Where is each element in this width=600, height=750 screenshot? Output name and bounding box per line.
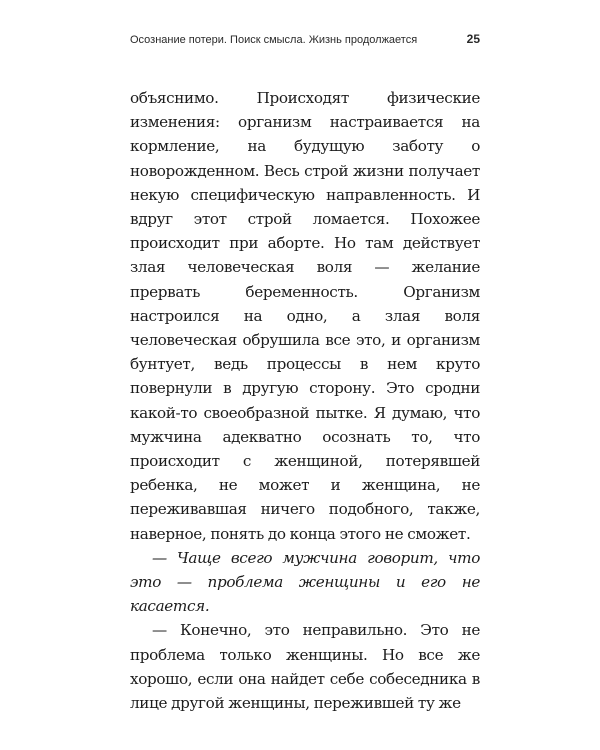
page-number: 25	[466, 32, 480, 46]
body-text	[130, 86, 480, 715]
answer-paragraph: — Конечно, это неправильно. Это не проблема только женщины. Но все же хорошо, если она найдет себе собеседника в лице другой женщины, пережившей ту же	[130, 621, 480, 713]
paragraph: объяснимо. Происходят физические изменения: организм настраивается на кормление, на будущую заботу о новорожденном. Весь строй жизни получает некую специфическую направленность. И вдруг этот строй ломается. Похожее происходит при аборте. Но там действует злая человеческая воля — желание прервать беременность. Организм настроился на одно, а злая воля человеческая обрушила все это, и организм бунтует, ведь процессы в нем круто повернули в другую сторону. Это сродни какой-то своеобразной пытке. Я думаю, что мужчина адекватно осознать то, что происходит с женщиной, потерявшей ребенка, не может и женщина, не переживавшая ничего подобного, также, наверное, понять до конца этого не сможет.	[130, 89, 480, 543]
running-header	[130, 32, 480, 46]
question-paragraph: — Чаще всего мужчина говорит, что это — проблема женщины и его не касается.	[130, 548, 480, 616]
running-title: Осознание потери. Поиск смысла. Жизнь продолжается	[130, 34, 418, 46]
